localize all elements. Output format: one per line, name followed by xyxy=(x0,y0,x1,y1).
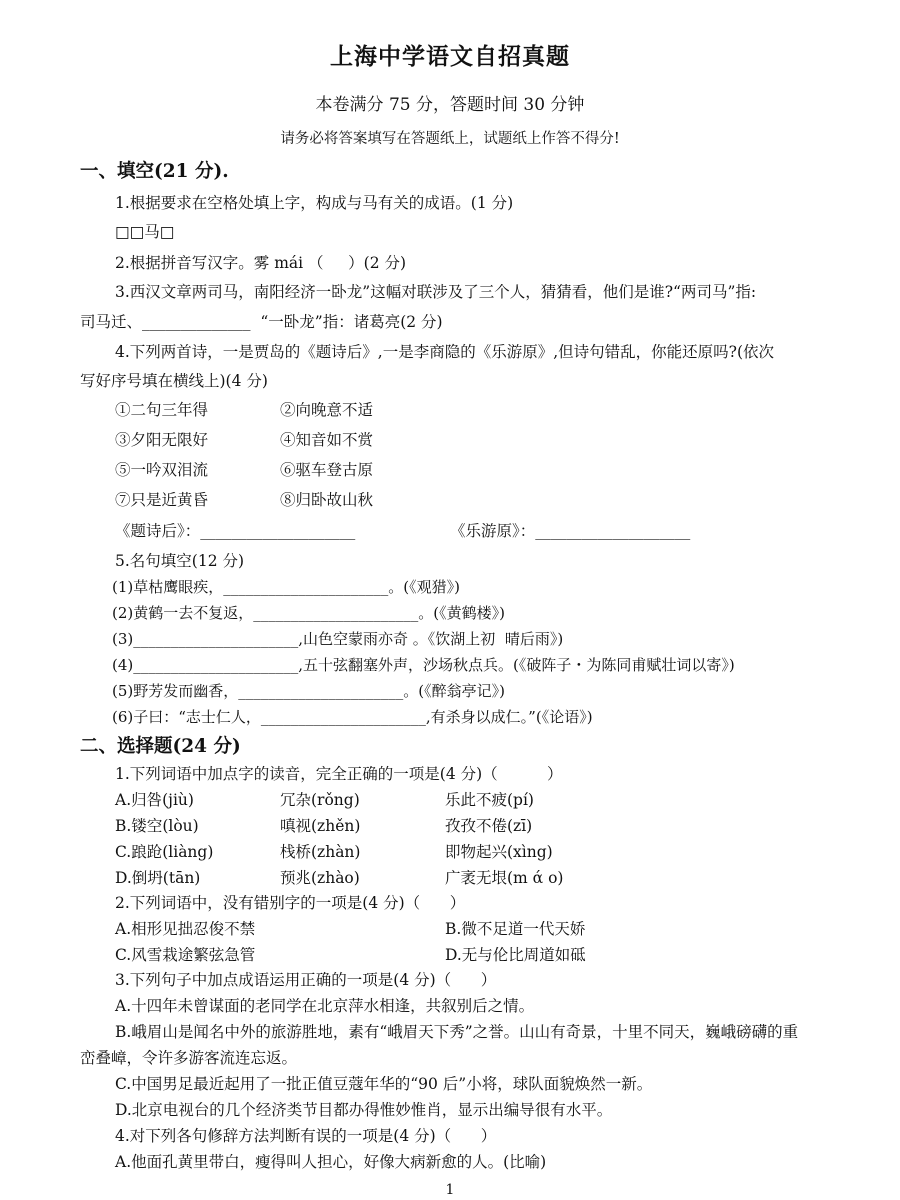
section1-heading: 一、填空(21 分). xyxy=(80,161,229,182)
page-number: 1 xyxy=(445,1182,455,1198)
s1-q4-option: ⑦只是近黄昏 xyxy=(115,491,209,509)
s2-q2-option: D.无与伦比周道如砥 xyxy=(445,946,586,964)
s1-q3-line2: 司马迁、______________ “一卧龙”指：诸葛亮(2 分) xyxy=(80,313,443,331)
s2-q1-option: 栈桥(zhàn) xyxy=(280,843,361,861)
s1-q1-answer-pattern: □□马□ xyxy=(115,223,175,241)
s1-q5-item: (5)野芳发而幽香，______________________。(《醉翁亭记》) xyxy=(112,682,505,700)
s1-q1-text: 1.根据要求在空格处填上字，构成与马有关的成语。(1 分) xyxy=(115,194,514,212)
s1-q4-option: ④知音如不赏 xyxy=(280,431,374,449)
exam-subtitle: 本卷满分 75 分，答题时间 30 分钟 xyxy=(315,95,585,115)
s2-q1-option: 乐此不疲(pí) xyxy=(445,791,534,809)
s1-q4-option: ①二句三年得 xyxy=(115,401,209,419)
s2-q3-option-b-line2: 峦叠嶂，令许多游客流连忘返。 xyxy=(80,1049,298,1067)
s1-q5-item: (1)草枯鹰眼疾，______________________。(《观猎》) xyxy=(112,578,460,596)
exam-notice: 请务必将答案填写在答题纸上，试题纸上作答不得分! xyxy=(280,131,620,147)
s1-q5-item: (3)______________________,山色空蒙雨亦奇 。《饮湖上初 晴后雨》) xyxy=(112,630,564,648)
s2-q2-text: 2.下列词语中，没有错别字的一项是(4 分)（ ） xyxy=(115,894,466,912)
s2-q4-text: 4.对下列各句修辞方法判断有误的一项是(4 分)（ ） xyxy=(115,1127,497,1145)
s2-q3-option-a: A.十四年未曾谋面的老同学在北京萍水相逢，共叙别后之情。 xyxy=(115,997,535,1015)
s1-q4-option: ③夕阳无限好 xyxy=(115,431,209,449)
s2-q1-option: 预兆(zhào) xyxy=(280,869,360,887)
s1-q5-item: (2)黄鹤一去不复返，______________________。(《黄鹤楼》) xyxy=(112,604,505,622)
page-title: 上海中学语文自招真题 xyxy=(330,43,570,70)
s1-q4-blank2: 《乐游原》：____________________ xyxy=(450,522,691,540)
s1-q4-blank1: 《题诗后》：____________________ xyxy=(115,522,356,540)
s2-q2-option: C.风雪栽途繁弦急管 xyxy=(115,946,256,964)
s1-q4-option: ②向晚意不适 xyxy=(280,401,374,419)
s1-q5-item: (4)______________________,五十弦翻塞外声，沙场秋点兵。(《破阵子・为陈同甫赋壮词以寄》) xyxy=(112,656,735,674)
s1-q3-line1: 3.西汉文章两司马，南阳经济一卧龙”这幅对联涉及了三个人，猜猜看，他们是谁?“两司马”指: xyxy=(115,283,757,301)
s1-q2-text: 2.根据拼音写汉字。雾 mái （ ）(2 分) xyxy=(115,254,407,272)
s2-q1-option: A.归咎(jiù) xyxy=(115,791,194,809)
s2-q1-option: 即物起兴(xìng) xyxy=(445,843,553,861)
s2-q1-option: D.倒坍(tān) xyxy=(115,869,201,887)
s2-q3-option-d: D.北京电视台的几个经济类节目都办得惟妙惟肖，显示出编导很有水平。 xyxy=(115,1101,613,1119)
section2-heading: 二、选择题(24 分) xyxy=(80,736,241,757)
s1-q4-option: ⑤一吟双泪流 xyxy=(115,461,209,479)
s2-q3-option-b-line1: B.峨眉山是闻名中外的旅游胜地，素有“峨眉天下秀”之誉。山山有奇景，十里不同天，巍峨磅礴的重 xyxy=(115,1023,799,1041)
s1-q4-option: ⑧归卧故山秋 xyxy=(280,491,374,509)
s2-q1-text: 1.下列词语中加点字的读音，完全正确的一项是(4 分)（ ） xyxy=(115,765,563,783)
s2-q1-option: 广袤无垠(m ά o) xyxy=(445,869,564,887)
s1-q4-line1: 4.下列两首诗，一是贾岛的《题诗后》,一是李商隐的《乐游原》,但诗句错乱，你能还原吗?(依次 xyxy=(115,343,775,361)
s2-q3-text: 3.下列句子中加点成语运用正确的一项是(4 分)（ ） xyxy=(115,971,497,989)
s2-q2-option: A.相形见拙忍俊不禁 xyxy=(115,920,256,938)
s1-q5-item: (6)子曰：“志士仁人，______________________,有杀身以成仁。”(《论语》) xyxy=(112,708,593,726)
s2-q1-option: C.踉跄(liàng) xyxy=(115,843,214,861)
s2-q2-option: B.微不足道一代天娇 xyxy=(445,920,586,938)
s1-q4-line2: 写好序号填在横线上)(4 分) xyxy=(80,372,268,390)
s2-q1-option: 孜孜不倦(zī) xyxy=(445,817,533,835)
s2-q1-option: B.镂空(lòu) xyxy=(115,817,199,835)
s1-q5-text: 5.名句填空(12 分) xyxy=(115,552,245,570)
s2-q1-option: 嗔视(zhěn) xyxy=(280,817,361,835)
s2-q4-option-a: A.他面孔黄里带白，瘦得叫人担心，好像大病新愈的人。(比喻) xyxy=(115,1153,547,1171)
s1-q4-option: ⑥驱车登古原 xyxy=(280,461,374,479)
s2-q1-option: 冗杂(rǒng) xyxy=(280,791,360,809)
s2-q3-option-c: C.中国男足最近起用了一批正值豆蔻年华的“90 后”小将，球队面貌焕然一新。 xyxy=(115,1075,653,1093)
